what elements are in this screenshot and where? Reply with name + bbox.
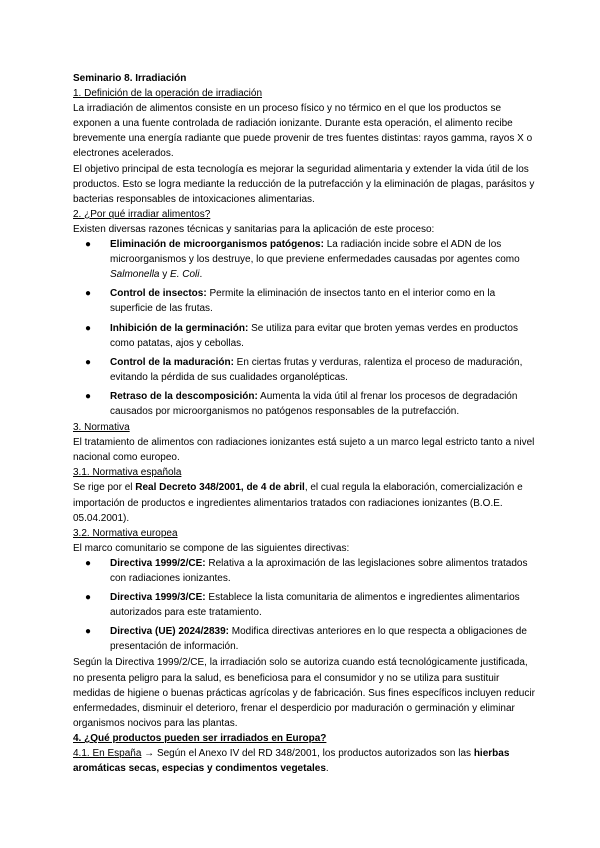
decree-reference: Real Decreto 348/2001, de 4 de abril bbox=[135, 482, 305, 494]
list-item bbox=[73, 556, 536, 586]
section-1-heading: 1. Definición de la operación de irradiación bbox=[73, 88, 263, 100]
list-item-text: Relativa a la aproximación de las legislaciones sobre alimentos tratados con radiaciones ionizantes. bbox=[110, 557, 528, 584]
bullet-icon: ● bbox=[85, 626, 92, 638]
list-item bbox=[73, 286, 536, 316]
section-3-1-paragraph bbox=[73, 480, 536, 525]
list-item bbox=[73, 321, 536, 351]
section-2-intro: Existen diversas razones técnicas y sanitarias para la aplicación de este proceso: bbox=[73, 223, 435, 235]
list-item-text: En ciertas frutas y verduras, ralentiza el proceso de maduración, evitando la pérdida de sus cualidades organolépticas. bbox=[110, 356, 523, 383]
section-2-heading: 2. ¿Por qué irradiar alimentos? bbox=[73, 208, 211, 220]
paragraph-text: . bbox=[325, 763, 329, 775]
section-4-heading: 4. ¿Qué productos pueden ser irradiados en Europa? bbox=[73, 732, 327, 744]
paragraph-text: , el cual regula la elaboración, comercialización e importación de productos e ingredientes alimentarios tratados con radiaciones ionizantes (B.O.E. 05.04.2001). bbox=[73, 482, 523, 524]
list-item-term: Control de la maduración: bbox=[110, 356, 234, 368]
section-3-2-intro: El marco comunitario se compone de las siguientes directivas: bbox=[73, 542, 350, 554]
list-item bbox=[73, 590, 536, 620]
bullet-icon: ● bbox=[85, 356, 92, 368]
section-1-paragraph-2: El objetivo principal de esta tecnología es mejorar la seguridad alimentaria y extender la vida útil de los productos. Esto se logra mediante la reducción de la putrefacción y la eliminación de plagas, parásitos y bacterias responsables de intoxicaciones alimentarias. bbox=[73, 163, 535, 205]
section-4-1-label: 4.1. En España bbox=[73, 748, 142, 760]
arrow-icon: → bbox=[141, 748, 157, 760]
list-item-text: Aumenta la vida útil al frenar los procesos de degradación causados por microorganismos no patógenos responsables de la putrefacción. bbox=[110, 390, 518, 417]
section-1-paragraph-1: La irradiación de alimentos consiste en un proceso físico y no térmico en el que los productos se exponen a una fuente controlada de radiación ionizante. Durante esta operación, el alimento recibe brevemente una energía radiante que puede provenir de tres fuentes distintas: rayos gamma, rayos X o electrones acelerados. bbox=[73, 103, 533, 160]
list-item bbox=[73, 389, 536, 419]
bullet-icon: ● bbox=[85, 322, 92, 334]
list-item-text: Se utiliza para evitar que broten yemas verdes en productos como patatas, ajos y cebollas. bbox=[110, 322, 518, 349]
bullet-icon: ● bbox=[85, 592, 92, 604]
section-3-2-heading: 3.2. Normativa europea bbox=[73, 527, 178, 539]
list-item-term: Control de insectos: bbox=[110, 288, 207, 300]
list-item-text: Permite la eliminación de insectos tanto en el interior como en la superficie de las frutas. bbox=[110, 288, 496, 315]
section-3-2-closing: Según la Directiva 1999/2/CE, la irradiación solo se autoriza cuando está tecnológicamente justificada, no presenta peligro para la salud, es beneficiosa para el consumidor y no se utiliza para sustituir medidas de higiene o buenas prácticas agrícolas y de fabricación. Sus fines específicos incluyen reducir enfermedades, disminuir el deterioro, frenar el desperdicio por maduración o germinación y eliminar organismos nocivos para las plantas. bbox=[73, 657, 535, 729]
bullet-icon: ● bbox=[85, 557, 92, 569]
list-item-term: Eliminación de microorganismos patógenos: bbox=[110, 239, 324, 251]
list-item bbox=[73, 624, 536, 654]
list-item bbox=[73, 237, 536, 282]
list-item-term: Directiva 1999/3/CE: bbox=[110, 592, 206, 604]
authorized-products: hierbas aromáticas secas, especias y condimentos vegetales bbox=[73, 748, 510, 775]
list-item-term: Directiva (UE) 2024/2839: bbox=[110, 626, 229, 638]
paragraph-text: Se rige por el bbox=[73, 482, 136, 494]
list-item-term: Inhibición de la germinación: bbox=[110, 322, 249, 334]
section-3-2-list bbox=[73, 556, 536, 655]
bullet-icon: ● bbox=[85, 288, 92, 300]
list-item-text: La radiación incide sobre el ADN de los microorganismos y los destruye, lo que previene enfermedades causadas por agentes como bbox=[110, 239, 520, 266]
list-item-term: Retraso de la descomposición: bbox=[110, 390, 258, 402]
section-2-list bbox=[73, 237, 536, 419]
bullet-icon: ● bbox=[85, 390, 92, 402]
section-3-heading: 3. Normativa bbox=[73, 422, 130, 434]
list-item-italic: Salmonella bbox=[110, 269, 160, 281]
paragraph-text: Según el Anexo IV del RD 348/2001, los productos autorizados son las bbox=[156, 748, 474, 760]
section-4-1-paragraph bbox=[73, 746, 536, 776]
document-title: Seminario 8. Irradiación bbox=[73, 73, 187, 84]
list-item-term: Directiva 1999/2/CE: bbox=[110, 557, 206, 569]
bullet-icon: ● bbox=[85, 239, 92, 251]
list-item-text: y bbox=[159, 269, 171, 281]
list-item-text: Modifica directivas anteriores en lo que respecta a obligaciones de presentación de información. bbox=[110, 626, 527, 653]
list-item-text: Establece la lista comunitaria de alimentos e ingredientes alimentarios autorizados para este tratamiento. bbox=[110, 592, 520, 619]
list-item-text: . bbox=[199, 269, 203, 281]
section-3-1-heading: 3.1. Normativa española bbox=[73, 467, 182, 479]
list-item-italic: E. Coli bbox=[170, 269, 200, 281]
section-3-paragraph: El tratamiento de alimentos con radiaciones ionizantes está sujeto a un marco legal estricto tanto a nivel nacional como europeo. bbox=[73, 437, 535, 464]
list-item bbox=[73, 355, 536, 385]
